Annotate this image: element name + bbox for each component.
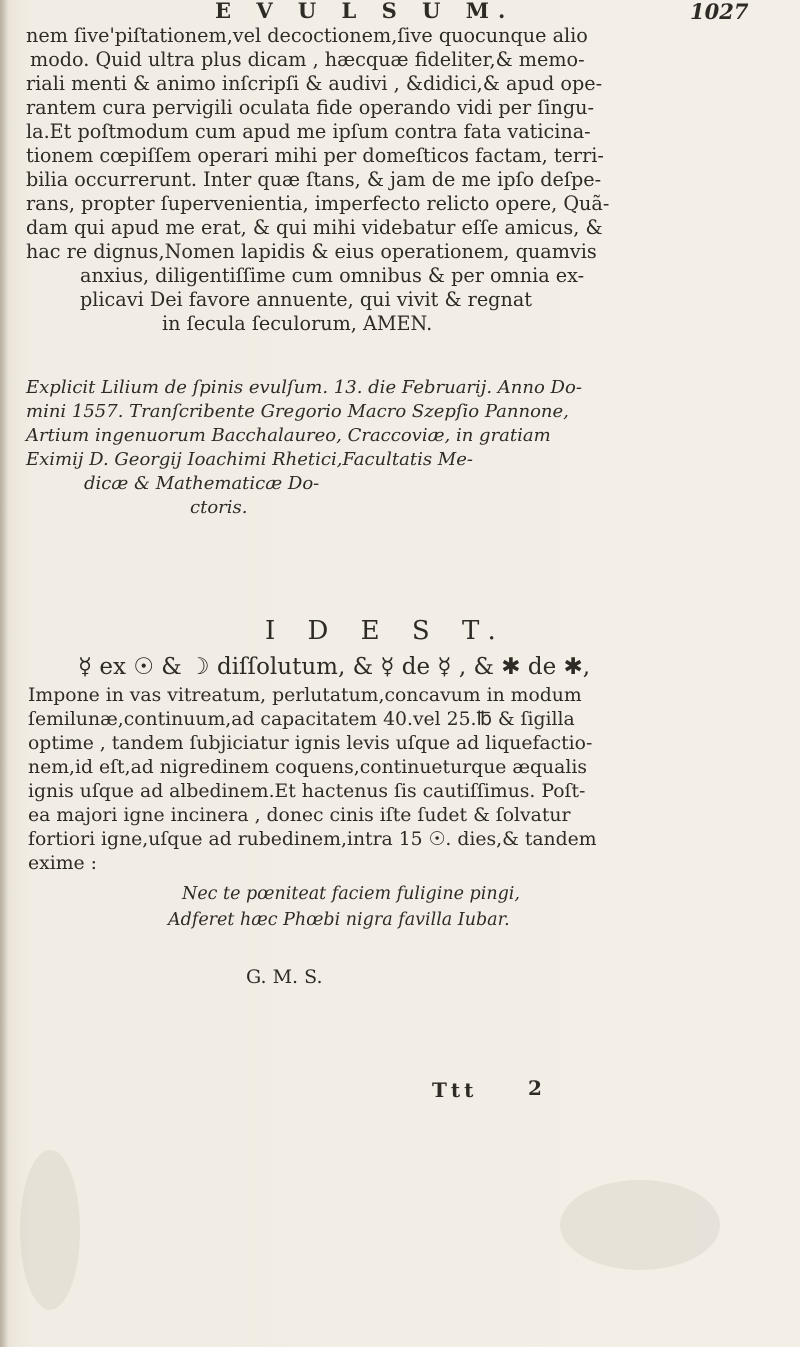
text-line: fortiori igne,uſque ad rubedinem,intra 15 ☉. dies,& tandem bbox=[28, 829, 597, 850]
text-line: ☿ ex ☉ & ☽ diſſolutum, & ☿ de ☿ , & ✱ de ✱, bbox=[78, 654, 591, 680]
text-line: ignis uſque ad albedinem.Et hactenus ſis cautiſſimus. Poſt- bbox=[28, 781, 586, 802]
paper-stain bbox=[20, 1150, 80, 1310]
text-line: mini 1557. Tranſcribente Gregorio Macro Szepſio Pannone, bbox=[26, 401, 569, 422]
section-heading: I D E S T. bbox=[265, 616, 508, 646]
text-line: rans, propter ſupervenientia, imperfecto relicto opere, Quã- bbox=[26, 192, 610, 215]
paper-stain bbox=[560, 1180, 720, 1270]
verse-line: Adferet hæc Phœbi nigra favilla Iubar. bbox=[168, 910, 510, 930]
text-line: rantem cura pervigili oculata fide operando vidi per ſingu- bbox=[26, 96, 594, 119]
text-line: dam qui apud me erat, & qui mihi videbatur eſſe amicus, & bbox=[26, 216, 603, 239]
text-line: Impone in vas vitreatum, perlutatum,concavum in modum bbox=[28, 685, 582, 706]
text-line: plicavi Dei favore annuente, qui vivit & regnat bbox=[80, 288, 532, 311]
text-line: anxius, diligentiſſime cum omnibus & per omnia ex- bbox=[80, 264, 585, 287]
text-line: ctoris. bbox=[190, 497, 248, 518]
text-line: exime : bbox=[28, 853, 97, 874]
text-line: la.Et poſtmodum cum apud me ipſum contra fata vaticina- bbox=[26, 120, 591, 143]
text-line: ea majori igne incinera , donec cinis iſte ſudet & ſolvatur bbox=[28, 805, 571, 826]
verse-line: Nec te pœniteat faciem fuligine pingi, bbox=[182, 884, 520, 904]
text-line: dicæ & Mathematicæ Do- bbox=[84, 473, 320, 494]
text-line: Eximij D. Georgij Ioachimi Rhetici,Facultatis Me- bbox=[26, 449, 473, 470]
text-line: optime , tandem ſubjiciatur ignis levis uſque ad liquefactio- bbox=[28, 733, 593, 754]
text-line: tionem cœpiſſem operari mihi per domeſticos factam, terri- bbox=[26, 144, 604, 167]
text-line: Artium ingenuorum Bacchalaureo, Craccoviæ, in gratiam bbox=[26, 425, 551, 446]
page-header bbox=[0, 0, 800, 24]
text-line: bilia occurrerunt. Inter quæ ſtans, & jam de me ipſo deſpe- bbox=[26, 168, 602, 191]
catchword: Ttt bbox=[432, 1078, 478, 1102]
text-line: in ſecula ſeculorum, AMEN. bbox=[162, 312, 433, 335]
text-line: Explicit Lilium de ſpinis evulſum. 13. die Februarij. Anno Do- bbox=[26, 377, 582, 398]
signature-mark: 2 bbox=[528, 1076, 542, 1100]
running-head: E V U L S U M. bbox=[215, 0, 515, 23]
page-number: 1027 bbox=[690, 0, 749, 24]
text-line: riali menti & animo inſcripſi & audivi , &didici,& apud ope- bbox=[26, 72, 603, 95]
text-line: nem ſive'piſtationem,vel decoctionem,ſive quocunque alio bbox=[26, 24, 588, 47]
text-line: ſemilunæ,continuum,ad capacitatem 40.vel 25.℔ & ſigilla bbox=[28, 709, 575, 730]
text-line: modo. Quid ultra plus dicam , hæcquæ fideliter,& memo- bbox=[30, 48, 585, 71]
text-line: nem,id eſt,ad nigredinem coquens,continueturque æqualis bbox=[28, 757, 587, 778]
text-line: hac re dignus,Nomen lapidis & eius operationem, quamvis bbox=[26, 240, 597, 263]
signature-initials: G. M. S. bbox=[246, 966, 323, 988]
gutter-shadow bbox=[0, 0, 8, 1347]
